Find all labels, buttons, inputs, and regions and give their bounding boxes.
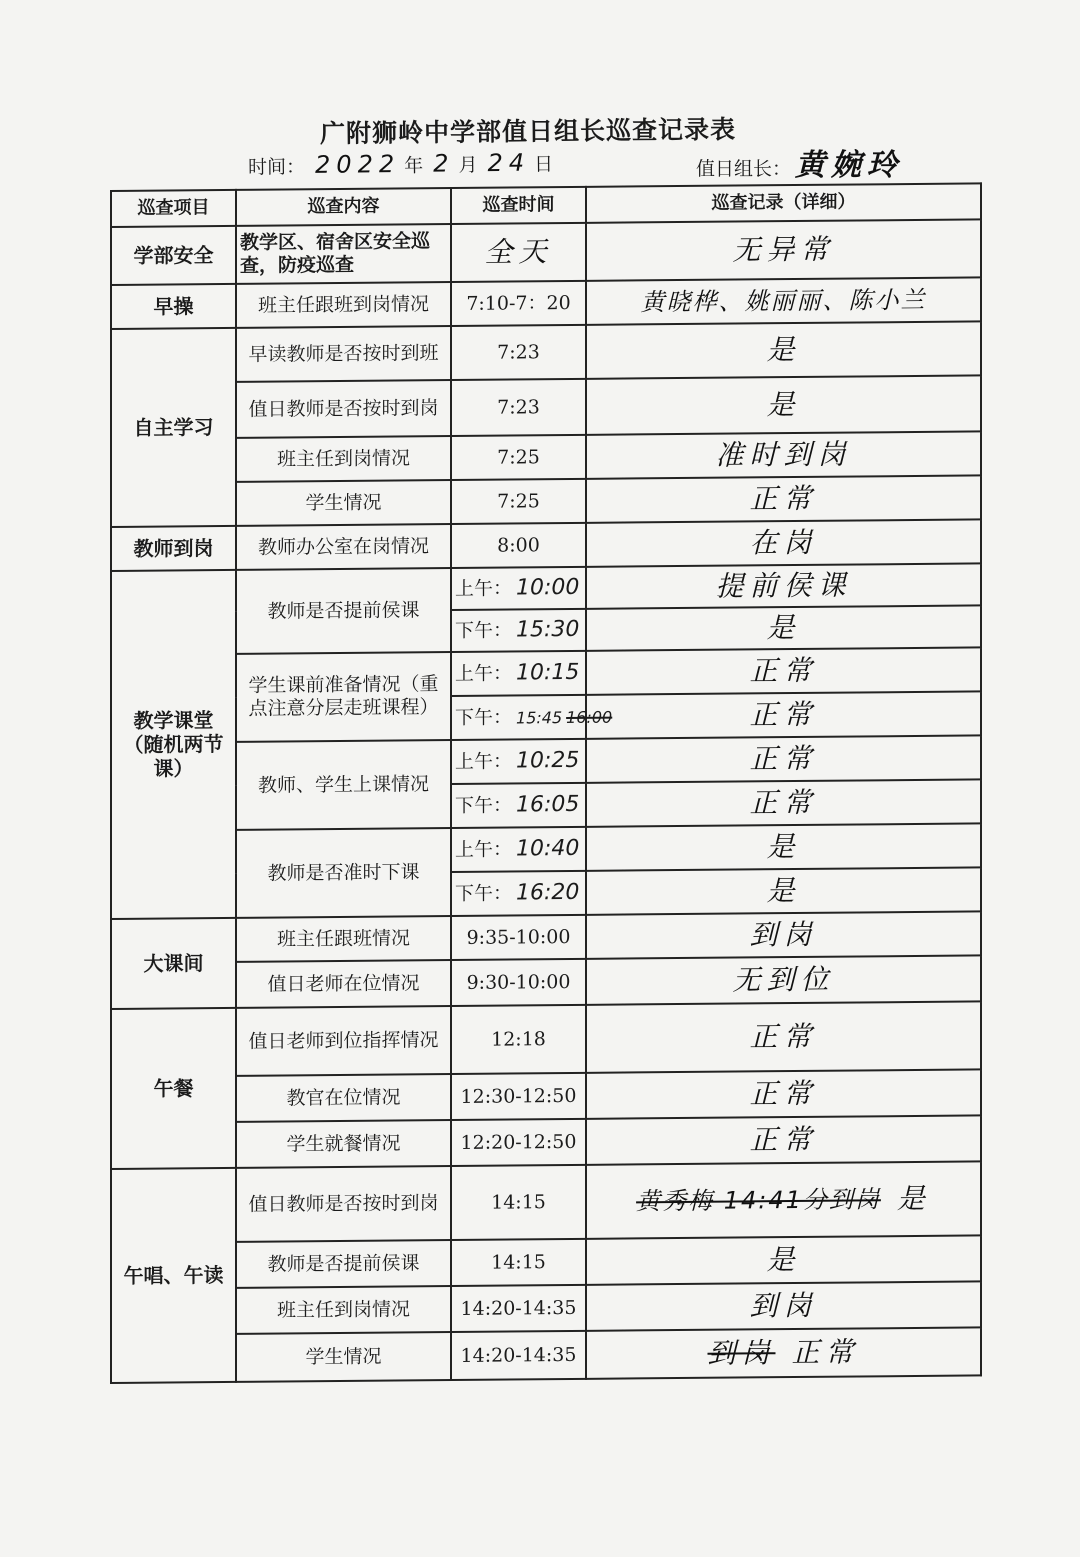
date-line (248, 148, 553, 179)
table-row (111, 1115, 981, 1169)
am-time-cell (451, 651, 586, 696)
category-noon: 午唱、午读 (111, 1168, 236, 1383)
table-row (111, 277, 981, 329)
time-cell: 9:30-10:00 (451, 959, 586, 1006)
record-cell: 正常 (586, 1115, 981, 1164)
pm-time-struck: 16:00 (566, 707, 613, 727)
pm-time: 15:30 (516, 616, 580, 643)
date-label: 时间： (247, 156, 306, 179)
leader-label: 值日组长： (696, 158, 792, 180)
content-cell: 值日老师在位情况 (236, 960, 451, 1008)
record-final: 正常 (791, 1335, 860, 1370)
year-unit: 年 (404, 154, 424, 177)
record-cell (586, 1161, 981, 1238)
form-title: 广附狮岭中学部值日组长巡查记录表 (319, 114, 737, 149)
table-row (111, 375, 981, 439)
pm-time-cell (451, 695, 613, 740)
category-self-study: 自主学习 (111, 328, 236, 527)
time-cell: 12:18 (451, 1005, 586, 1074)
content-cell: 学生情况 (236, 1332, 451, 1382)
content-cell: 班主任到岗情况 (236, 436, 451, 482)
record-wrap (590, 1182, 977, 1219)
header-item: 巡查项目 (111, 190, 236, 227)
pm-time: 15:45 (516, 707, 563, 728)
record-cell: 正常 (586, 779, 981, 826)
record-cell: 到岗 (586, 1281, 981, 1330)
content-cell: 学生情况 (236, 480, 451, 526)
content-cell: 学生课前准备情况（重点注意分层走班课程） (236, 652, 451, 742)
content-cell: 教师、学生上课情况 (236, 740, 451, 830)
date-day: 24 (487, 148, 531, 178)
pm-label: 下午： (455, 794, 513, 817)
table-row (111, 1281, 981, 1335)
table-row (111, 911, 981, 963)
time-cell: 14:15 (451, 1239, 586, 1286)
content-cell: 班主任跟班情况 (236, 916, 451, 962)
record-cell: 无到位 (586, 955, 981, 1004)
record-cell: 是 (586, 605, 981, 650)
record-cell: 提前侯课 (586, 563, 981, 608)
table-row (111, 321, 981, 383)
am-time: 10:15 (516, 659, 580, 686)
record-final: 是 (896, 1182, 931, 1216)
header-time: 巡查时间 (451, 187, 586, 224)
record-cell: 正常 (586, 647, 981, 694)
table-row (111, 1235, 981, 1289)
table-row (111, 219, 981, 285)
content-cell: 值日教师是否按时到岗 (236, 1166, 451, 1242)
table-row (111, 475, 981, 527)
pm-time-cell (451, 871, 586, 916)
category-morning: 早操 (111, 284, 236, 329)
category-break: 大课间 (111, 918, 236, 1009)
content-cell: 教师办公室在岗情况 (236, 524, 451, 570)
header-record: 巡查记录（详细） (586, 183, 981, 222)
content-cell: 值日老师到位指挥情况 (236, 1006, 451, 1076)
record-cell: 黄晓桦、姚丽丽、陈小兰 (586, 277, 981, 324)
table-row (111, 1069, 981, 1123)
record-wrap (590, 1335, 977, 1372)
time-cell: 14:20-14:35 (451, 1285, 586, 1332)
pm-label: 下午： (455, 619, 513, 642)
time-cell: 8:00 (451, 523, 586, 568)
record-cell: 是 (586, 321, 981, 378)
content-cell: 教学区、宿舍区安全巡查，防疫巡查 (236, 224, 451, 284)
record-cell: 无异常 (586, 219, 981, 280)
am-time: 10:25 (516, 747, 580, 774)
header-content: 巡查内容 (236, 188, 451, 226)
category-classroom: 教学课堂（随机两节课） (111, 570, 236, 919)
pm-time: 16:20 (516, 879, 580, 906)
record-cell: 正常 (586, 475, 981, 522)
leader-line (696, 140, 903, 184)
content-cell: 学生就餐情况 (236, 1120, 451, 1168)
table-row (111, 1161, 981, 1243)
content-cell: 教官在位情况 (236, 1074, 451, 1122)
table-row (111, 1001, 981, 1077)
leader-signature: 黄婉玲 (795, 148, 904, 183)
time-cell: 7:23 (451, 379, 586, 436)
category-lunch: 午餐 (111, 1008, 236, 1169)
am-time-cell (451, 827, 586, 872)
category-teacher-arrival: 教师到岗 (111, 526, 236, 571)
pm-time-cell (451, 609, 586, 652)
time-cell: 7:25 (451, 435, 586, 480)
am-time-cell (451, 739, 586, 784)
time-cell: 12:20-12:50 (451, 1119, 586, 1166)
record-cell: 是 (586, 823, 981, 870)
content-cell: 教师是否提前侯课 (236, 568, 451, 654)
content-cell: 班主任跟班到岗情况 (236, 282, 451, 328)
time-cell: 7:25 (451, 479, 586, 524)
table-row (111, 431, 981, 483)
record-cell: 正常 (586, 735, 981, 782)
date-month: 2 (433, 149, 455, 178)
table-row (111, 1327, 981, 1383)
table-row (111, 647, 981, 699)
record-cell: 是 (586, 867, 981, 914)
record-cell: 准时到岗 (586, 431, 981, 478)
pm-time: 16:05 (516, 791, 580, 818)
time-cell: 9:35-10:00 (451, 915, 586, 960)
content-cell: 教师是否提前侯课 (236, 1240, 451, 1288)
am-label: 上午： (455, 662, 513, 685)
record-cell: 正常 (586, 1001, 981, 1072)
pm-label: 下午： (455, 706, 513, 729)
am-label: 上午： (455, 750, 513, 773)
time-cell: 7:23 (451, 325, 586, 380)
month-unit: 月 (458, 154, 478, 177)
content-cell: 教师是否准时下课 (236, 828, 451, 918)
am-time-cell (451, 567, 586, 610)
pm-label: 下午： (455, 882, 513, 905)
record-struck: 黄秀梅 14:41分到岗 (636, 1184, 881, 1216)
record-cell: 在岗 (586, 519, 981, 566)
am-time: 10:00 (516, 574, 580, 601)
record-cell: 是 (586, 375, 981, 434)
time-cell: 7:10-7：20 (451, 281, 586, 326)
am-time: 10:40 (516, 835, 580, 862)
time-cell: 14:15 (451, 1165, 586, 1240)
time-cell: 14:20-14:35 (451, 1331, 586, 1380)
inspection-table (110, 182, 982, 1384)
day-unit: 日 (533, 153, 554, 176)
table-row (111, 735, 981, 787)
record-cell: 是 (586, 1235, 981, 1284)
record-cell: 正常 (586, 1069, 981, 1118)
date-year: 2022 (314, 150, 401, 179)
record-cell: 正常 (586, 691, 981, 738)
category-safety: 学部安全 (111, 226, 236, 285)
am-label: 上午： (455, 577, 513, 600)
am-label: 上午： (455, 838, 513, 861)
table-row (111, 823, 981, 875)
time-cell: 12:30-12:50 (451, 1073, 586, 1120)
record-cell (586, 1327, 981, 1378)
inspection-table-wrapper (110, 182, 982, 1384)
table-row (111, 955, 981, 1009)
table-row (111, 519, 981, 571)
record-cell: 到岗 (586, 911, 981, 958)
pm-time-cell (451, 783, 586, 828)
record-struck: 到岗 (707, 1336, 776, 1370)
time-cell: 全天 (451, 223, 586, 282)
content-cell: 值日教师是否按时到岗 (236, 380, 451, 438)
content-cell: 早读教师是否按时到班 (236, 326, 451, 382)
content-cell: 班主任到岗情况 (236, 1286, 451, 1334)
